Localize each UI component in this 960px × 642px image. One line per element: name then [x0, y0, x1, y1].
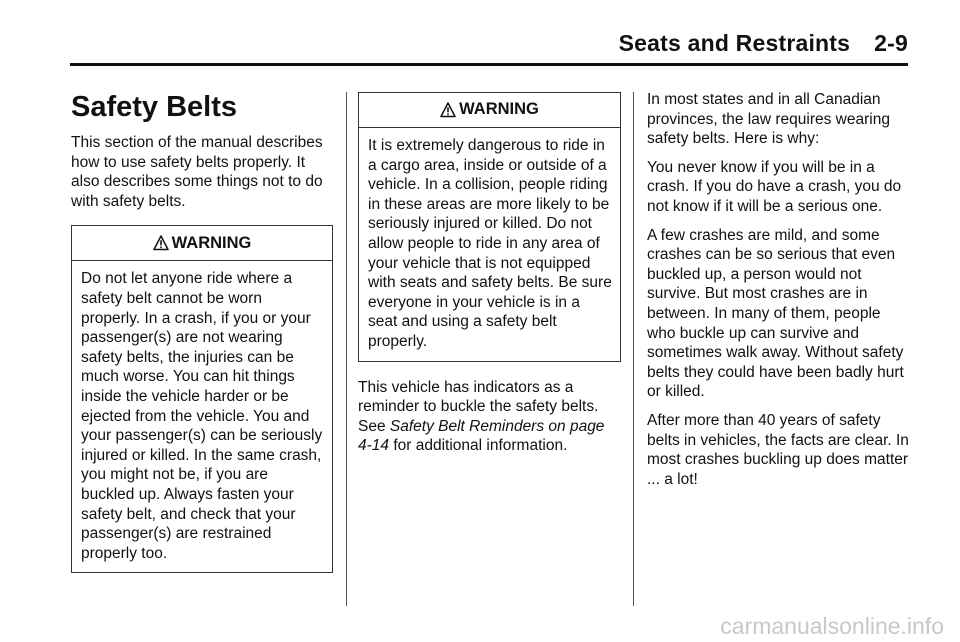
column-divider	[633, 92, 634, 606]
warning-icon	[440, 102, 456, 119]
column-left	[71, 90, 333, 589]
reminder-paragraph	[358, 378, 621, 456]
page-header	[619, 30, 908, 57]
reminder-text: This vehicle has indicators as a reminder to buckle the safety belts. See	[358, 378, 599, 435]
warning-header	[359, 93, 620, 128]
column-right	[647, 90, 912, 498]
body-paragraph: You never know if you will be in a crash. If you do have a crash, you do not know if it will be a serious one.	[647, 158, 902, 215]
body-paragraph: After more than 40 years of safety belts in vehicles, the facts are clear. In most crashes buckling up does matter ... a lot!	[647, 411, 909, 488]
page-number: 2-9	[874, 30, 908, 56]
section-heading: Safety Belts	[71, 91, 238, 123]
warning-label: WARNING	[171, 233, 252, 252]
warning-text: It is extremely dangerous to ride in a cargo area, inside or outside of a vehicle. In a collision, people riding in these areas are more likely to be seriously injured or killed. Do not allow people to ride in any area of your vehicle that is not equipped with seats and safety belts. Be sure everyone in your vehicle is in a seat and using a safety belt properly.	[368, 137, 612, 350]
reminder-text-end: for additional information.	[389, 437, 568, 455]
cross-reference-link[interactable]: Safety Belt Reminders on page 4-14	[358, 417, 605, 455]
section-title: Seats and Restraints	[618, 30, 851, 56]
warning-header	[72, 226, 332, 261]
warning-icon	[153, 235, 169, 252]
warning-text: Do not let anyone ride where a safety belt cannot be worn properly. In a crash, if you or your passenger(s) are not wearing safety belts, the injuries can be much worse. You can hit things inside the vehicle harder or be ejected from the vehicle. You and your passenger(s) can be seriously injured or killed. In the same crash, you might not be, if you are buckled up. Always fasten your safety belt, and check that your passenger(s) are restrained properly too.	[81, 270, 323, 562]
warning-label: WARNING	[459, 100, 539, 119]
warning-box	[358, 92, 621, 362]
intro-paragraph: This section of the manual describes how to use safety belts properly. It also describes some things not to do with safety belts.	[71, 134, 323, 210]
column-middle	[358, 92, 621, 465]
column-divider	[346, 92, 347, 606]
header-rule	[70, 63, 908, 66]
body-paragraph: A few crashes are mild, and some crashes can be so serious that even buckled up, a person would not survive. But most crashes are in between. In many of them, people who buckle up can survive and sometimes walk away. Without safety belts they could have been badly hurt or killed.	[647, 226, 904, 401]
watermark: carmanualsonline.info	[720, 613, 944, 639]
warning-box	[71, 225, 333, 573]
body-paragraph: In most states and in all Canadian provinces, the law requires wearing safety belts. Here is why:	[647, 91, 890, 148]
